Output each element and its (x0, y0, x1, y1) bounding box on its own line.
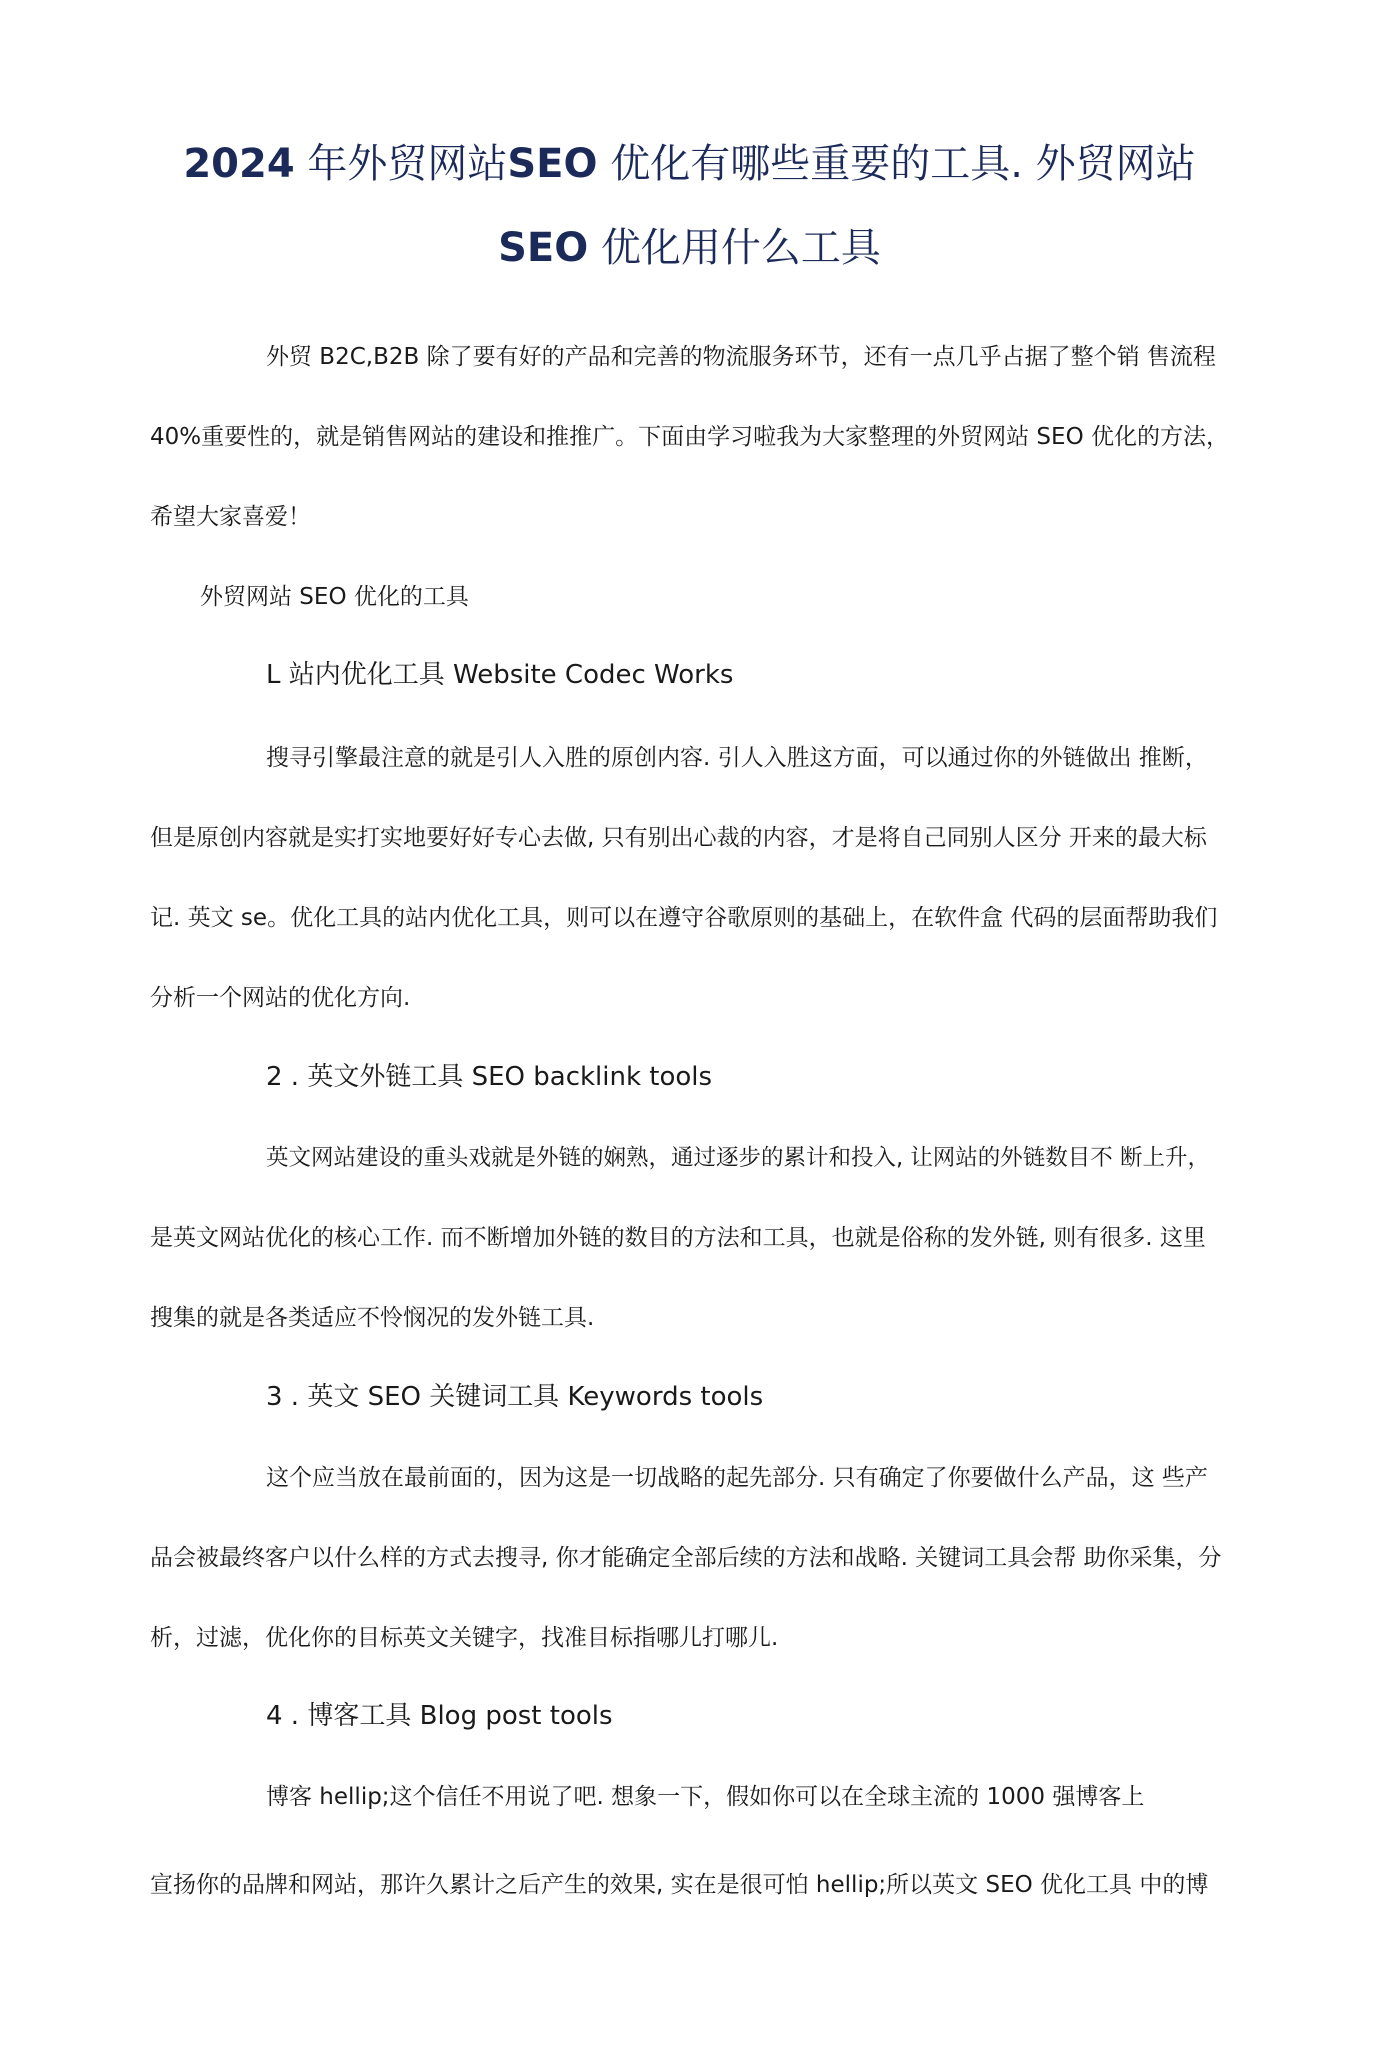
paragraph-line: 英文网站建设的重头戏就是外链的娴熟，通过逐步的累计和投入, 让网站的外链数目不 断上升， (266, 1145, 1210, 1171)
item-heading-1: L 站内优化工具 Website Codec Works (266, 660, 734, 690)
paragraph-line: 宣扬你的品牌和网站，那许久累计之后产生的效果, 实在是很可怕 hellip;所以英文 SEO 优化工具 中的博 (150, 1872, 1209, 1898)
paragraph-line: 搜集的就是各类适应不怜悯况的发外链工具. (150, 1305, 595, 1331)
intro-paragraph-line: 希望大家喜爱！ (150, 504, 311, 530)
paragraph-line: 分析一个网站的优化方向. (150, 985, 411, 1011)
paragraph-line: 这个应当放在最前面的，因为这是一切战略的起先部分. 只有确定了你要做什么产品，这 些产 (266, 1465, 1208, 1491)
document-title-line-1: 2024 年外贸网站SEO 优化有哪些重要的工具. 外贸网站 (183, 141, 1196, 187)
paragraph-line: 博客 hellip;这个信任不用说了吧. 想象一下，假如你可以在全球主流的 1000 强博客上 (266, 1784, 1145, 1810)
item-heading-2: 2 . 英文外链工具 SEO backlink tools (266, 1062, 713, 1092)
paragraph-line: 记. 英文 se。优化工具的站内优化工具，则可以在遵守谷歌原则的基础上，在软件盒 代码的层面帮助我们 (150, 905, 1218, 931)
document-title-line-2: SEO 优化用什么工具 (498, 225, 881, 271)
intro-paragraph-line: 外贸 B2C,B2B 除了要有好的产品和完善的物流服务环节，还有一点几乎占据了整个销 售流程 (266, 344, 1216, 370)
paragraph-line: 是英文网站优化的核心工作. 而不断增加外链的数目的方法和工具，也就是俗称的发外链, 则有很多. 这里 (150, 1225, 1206, 1251)
intro-paragraph-line: 40%重要性的，就是销售网站的建设和推推广。下面由学习啦我为大家整理的外贸网站 SEO 优化的方法， (150, 424, 1229, 450)
paragraph-line: 搜寻引擎最注意的就是引人入胜的原创内容. 引人入胜这方面，可以通过你的外链做出 推断， (266, 745, 1208, 771)
paragraph-line: 析，过滤，优化你的目标英文关键字，找准目标指哪儿打哪儿. (150, 1625, 779, 1651)
item-heading-4: 4 . 博客工具 Blog post tools (266, 1701, 613, 1731)
paragraph-line: 品会被最终客户以什么样的方式去搜寻, 你才能确定全部后续的方法和战略. 关键词工具会帮 助你采集，分 (150, 1545, 1222, 1571)
section-title: 外贸网站 SEO 优化的工具 (200, 584, 469, 610)
item-heading-3: 3 . 英文 SEO 关键词工具 Keywords tools (266, 1382, 764, 1412)
paragraph-line: 但是原创内容就是实打实地要好好专心去做, 只有别出心裁的内容，才是将自己同别人区分 开来的最大标 (150, 825, 1207, 851)
